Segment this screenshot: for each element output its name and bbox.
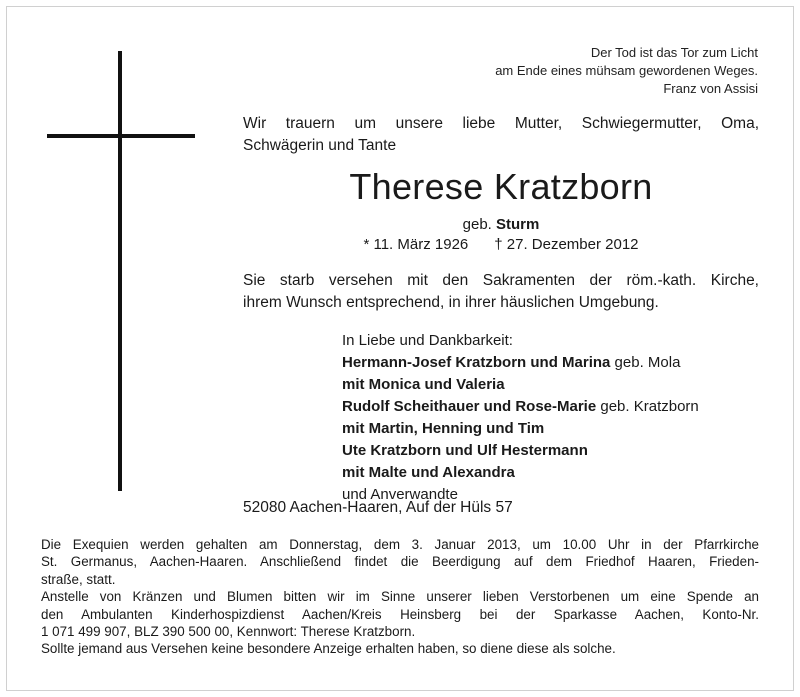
notice-line: den Ambulanten Kinderhospizdienst Aachen/Kreis Heinsberg bei der Sparkasse Aachen, Konto-Nr. bbox=[41, 606, 759, 622]
mourner-maiden-name: geb. Kratzborn bbox=[600, 398, 699, 415]
notice-line: 1 071 499 907, BLZ 390 500 00, Kennwort: Therese Kratzborn. bbox=[41, 624, 416, 640]
intro-line: Wir trauern um unsere liebe Mutter, Schwiegermutter, Oma, bbox=[243, 115, 759, 132]
notice-line: straße, statt. bbox=[41, 571, 116, 587]
sacraments-text bbox=[243, 270, 759, 314]
family-address: 52080 Aachen-Haaren, Auf der Hüls 57 bbox=[243, 499, 513, 516]
quote-line: Der Tod ist das Tor zum Licht bbox=[590, 45, 758, 60]
mourner-entry bbox=[342, 462, 762, 484]
death-date: † 27. Dezember 2012 bbox=[494, 236, 639, 253]
mourning-intro bbox=[243, 113, 759, 157]
quote-author: Franz von Assisi bbox=[663, 81, 758, 96]
cross-icon-horizontal-bar bbox=[47, 134, 195, 138]
notice-line: Sollte jemand aus Versehen keine besondere Anzeige erhalten haben, so diene diese als solche. bbox=[41, 641, 616, 657]
mourner-name: mit Monica und Valeria bbox=[342, 376, 505, 393]
mourners-list bbox=[342, 330, 762, 506]
mourner-entry bbox=[342, 352, 762, 374]
mourner-entry bbox=[342, 396, 762, 418]
mourner-entry bbox=[342, 440, 762, 462]
mourner-entry bbox=[342, 418, 762, 440]
mourner-name: mit Malte und Alexandra bbox=[342, 464, 515, 481]
birth-name-prefix: geb. bbox=[462, 216, 492, 233]
intro-line: Schwägerin und Tante bbox=[243, 137, 397, 154]
birth-name bbox=[243, 214, 759, 236]
cross-icon-vertical-bar bbox=[118, 51, 122, 491]
deceased-name: Therese Kratzborn bbox=[349, 166, 653, 207]
birth-date: * 11. März 1926 bbox=[363, 236, 469, 253]
mourner-name: mit Martin, Henning und Tim bbox=[342, 420, 545, 437]
mourner-name: Hermann-Josef Kratzborn und Marina bbox=[342, 354, 611, 371]
mourner-entry: und Anverwandte bbox=[342, 486, 458, 503]
quote-line: am Ende eines mühsam gewordenen Weges. bbox=[495, 63, 758, 78]
notice-line: Die Exequien werden gehalten am Donnerstag, dem 3. Januar 2013, um 10.00 Uhr in der Pfarrkirche bbox=[41, 537, 759, 552]
mourner-name: Ute Kratzborn und Ulf Hestermann bbox=[342, 442, 588, 459]
notice-line: Anstelle von Kränzen und Blumen bitten wir im Sinne unserer lieben Verstorbenen um eine Spende an bbox=[41, 589, 759, 605]
mourners-heading: In Liebe und Dankbarkeit: bbox=[342, 332, 513, 349]
mourner-maiden-name: geb. Mola bbox=[614, 354, 681, 371]
epigraph-quote bbox=[420, 44, 758, 98]
mourner-entry bbox=[342, 374, 762, 396]
mourner-name: Rudolf Scheithauer und Rose-Marie bbox=[342, 398, 597, 415]
sacraments-line: ihrem Wunsch entsprechend, in ihrer häuslichen Umgebung. bbox=[243, 294, 659, 311]
funeral-notice bbox=[41, 536, 759, 658]
sacraments-line: Sie starb versehen mit den Sakramenten der röm.-kath. Kirche, bbox=[243, 272, 759, 289]
birth-name-value: Sturm bbox=[496, 216, 540, 233]
notice-line: St. Germanus, Aachen-Haaren. Anschließend findet die Beerdigung auf dem Friedhof Haaren, Frieden- bbox=[41, 554, 759, 570]
life-dates bbox=[243, 234, 759, 256]
